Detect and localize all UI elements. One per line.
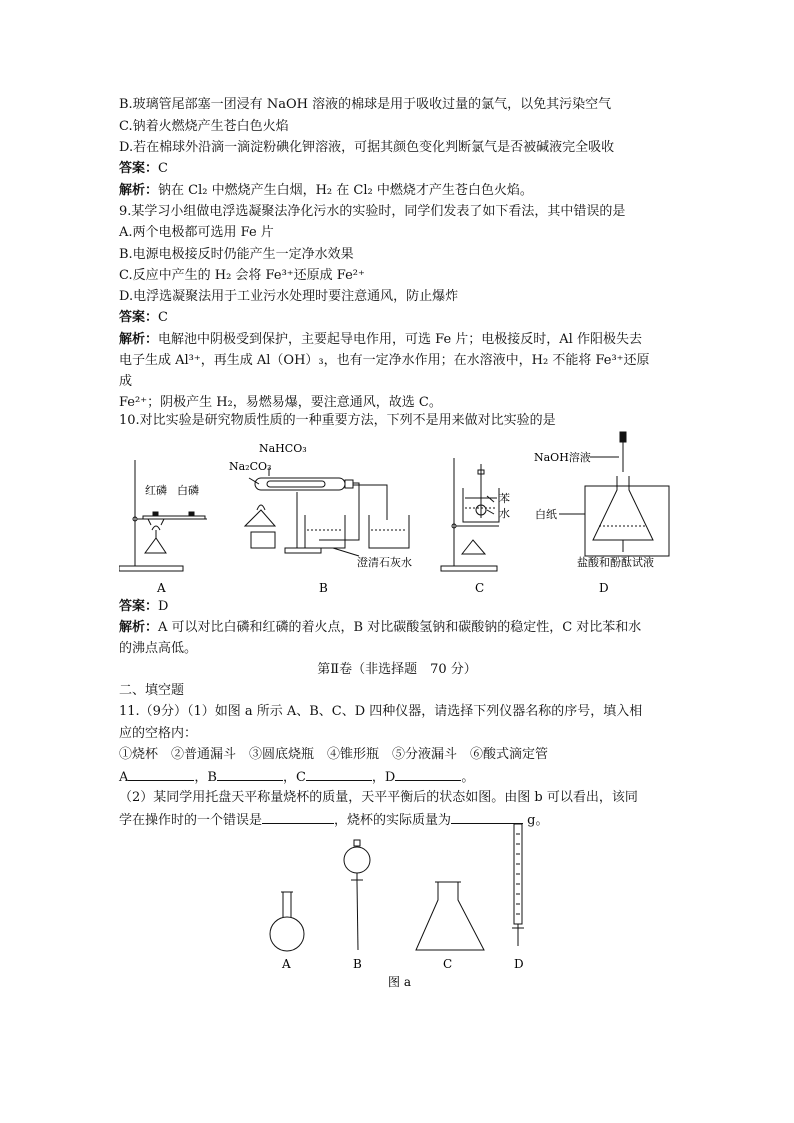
fig-a-caption: 图 a: [388, 975, 411, 989]
erlenmeyer-flask: [416, 882, 484, 950]
section-part-heading: 二、填空题: [119, 683, 185, 698]
fig-letter-b: B: [319, 581, 328, 595]
blank-end: 。: [461, 770, 475, 785]
fig-a-letter-c: C: [443, 957, 453, 971]
label-acid-phenolphthalein: 盐酸和酚酞试液: [577, 556, 654, 569]
q8-option-c: C.钠着火燃烧产生苍白色火焰: [119, 119, 289, 134]
blank-a-input[interactable]: [128, 767, 194, 781]
q9-option-d: D.电浮选凝聚法用于工业污水处理时要注意通风，防止爆炸: [119, 289, 459, 304]
q8-option-b: B.玻璃管尾部塞一团浸有 NaOH 溶液的棉球是用于吸收过量的氯气，以免其污染空气: [119, 97, 612, 112]
q9-option-c: C.反应中产生的 H₂ 会将 Fe³⁺还原成 Fe²⁺: [119, 268, 365, 283]
q11-instruments-figure: [258, 820, 548, 990]
q11-part2-text-b: ，烧杯的实际质量为: [334, 813, 452, 828]
q11-line-2: 应的空格内：: [119, 726, 198, 741]
q10-analysis-line-2: 的沸点高低。: [119, 641, 198, 656]
q11-part2-line-1: （2）某同学用托盘天平称量烧杯的质量，天平平衡后的状态如图。由图 b 可以看出，该同: [119, 790, 638, 805]
q11-options: ①烧杯 ②普通漏斗 ③圆底烧瓶 ④锥形瓶 ⑤分液漏斗 ⑥酸式滴定管: [119, 747, 549, 762]
analysis-text: 钠在 Cl₂ 中燃烧产生白烟，H₂ 在 Cl₂ 中燃烧才产生苍白色火焰。: [158, 183, 533, 198]
fig-b-apparatus: [245, 468, 409, 556]
section-title: 第Ⅱ卷（非选择题 70 分）: [317, 662, 477, 677]
label-white-paper: 白纸: [535, 508, 557, 521]
q10-apparatus-figure: [119, 430, 679, 600]
answer-value: C: [158, 161, 168, 176]
analysis-label: 解析：: [119, 332, 159, 347]
q9-analysis-line-4: Fe²⁺；阴极产生 H₂，易燃易爆，要注意通风，故选 C。: [119, 395, 442, 410]
label-na2co3: Na₂CO₃: [229, 460, 272, 473]
q8-option-d: D.若在棉球外沿滴一滴淀粉碘化钾溶液，可据其颜色变化判断氯气是否被碱液完全吸收: [119, 140, 615, 155]
q8-answer: [119, 160, 168, 178]
blank-d-label: ，D: [371, 770, 396, 785]
label-benzene: 苯: [499, 492, 510, 505]
blank-d-input[interactable]: [395, 767, 461, 781]
separatory-funnel: [344, 840, 370, 950]
fig-letter-d: D: [599, 581, 609, 595]
fig-a-apparatus: [119, 460, 207, 571]
acid-burette: [512, 824, 524, 946]
fig-letter-c: C: [475, 581, 485, 595]
answer-value: D: [158, 599, 169, 614]
q11-line-1: 11.（9分）（1）如图 a 所示 A、B、C、D 四种仪器，请选择下列仪器名称的序号，填入相: [119, 704, 643, 719]
q9-stem: 9.某学习小组做电浮选凝聚法净化污水的实验时，同学们发表了如下看法，其中错误的是: [119, 204, 626, 219]
q9-answer: [119, 309, 168, 327]
q9-analysis-line-1: [119, 331, 642, 349]
fig-a-letter-a: A: [282, 957, 291, 971]
label-naoh-solution: NaOH溶液: [534, 451, 591, 464]
label-water: 水: [499, 507, 510, 520]
q9-analysis-line-2: 电子生成 Al³⁺，再生成 Al（OH）₃，也有一定净水作用；在水溶液中，H₂ 不能将 Fe³⁺还原: [119, 353, 650, 368]
answer-label: 答案：: [119, 599, 159, 614]
fig-a-letter-b: B: [353, 957, 362, 971]
q11-part2-text-c: g。: [523, 813, 549, 828]
analysis-text: 电解池中阴极受到保护，主要起导电作用，可选 Fe 片；电极接反时，Al 作阳极失去: [158, 332, 642, 347]
q8-analysis: [119, 182, 533, 200]
fig-a-letter-d: D: [514, 957, 524, 971]
blank-b-input[interactable]: [217, 767, 283, 781]
blank-c-label: ，C: [282, 770, 306, 785]
label-white-phosphorus: 白磷: [177, 484, 199, 497]
q9-analysis-line-3: 成: [119, 374, 133, 389]
q10-analysis-line-1: [119, 619, 641, 637]
label-limewater: 澄清石灰水: [357, 556, 412, 569]
q11-blanks-row: [119, 767, 474, 787]
blank-b-label: ，B: [194, 770, 217, 785]
analysis-label: 解析：: [119, 183, 159, 198]
fig-c-apparatus: [441, 458, 499, 571]
q11-part2-text-a: 学在操作时的一个错误是: [119, 813, 263, 828]
q9-option-b: B.电源电极接反时仍能产生一定净水效果: [119, 247, 354, 262]
analysis-text: A 可以对比白磷和红磷的着火点，B 对比碳酸氢钠和碳酸钠的稳定性，C 对比苯和水: [158, 620, 642, 635]
round-bottom-flask: [270, 892, 304, 951]
blank-a-label: A: [119, 770, 129, 785]
q10-stem: 10.对比实验是研究物质性质的一种重要方法，下列不是用来做对比实验的是: [119, 413, 556, 428]
label-red-phosphorus: 红磷: [145, 484, 167, 497]
q9-option-a: A.两个电极都可选用 Fe 片: [119, 225, 274, 240]
fig-letter-a: A: [157, 581, 166, 595]
answer-label: 答案：: [119, 161, 159, 176]
label-nahco3: NaHCO₃: [259, 442, 307, 455]
q10-answer: [119, 598, 168, 616]
answer-label: 答案：: [119, 310, 159, 325]
answer-value: C: [158, 310, 168, 325]
blank-c-input[interactable]: [306, 767, 372, 781]
analysis-label: 解析：: [119, 620, 159, 635]
